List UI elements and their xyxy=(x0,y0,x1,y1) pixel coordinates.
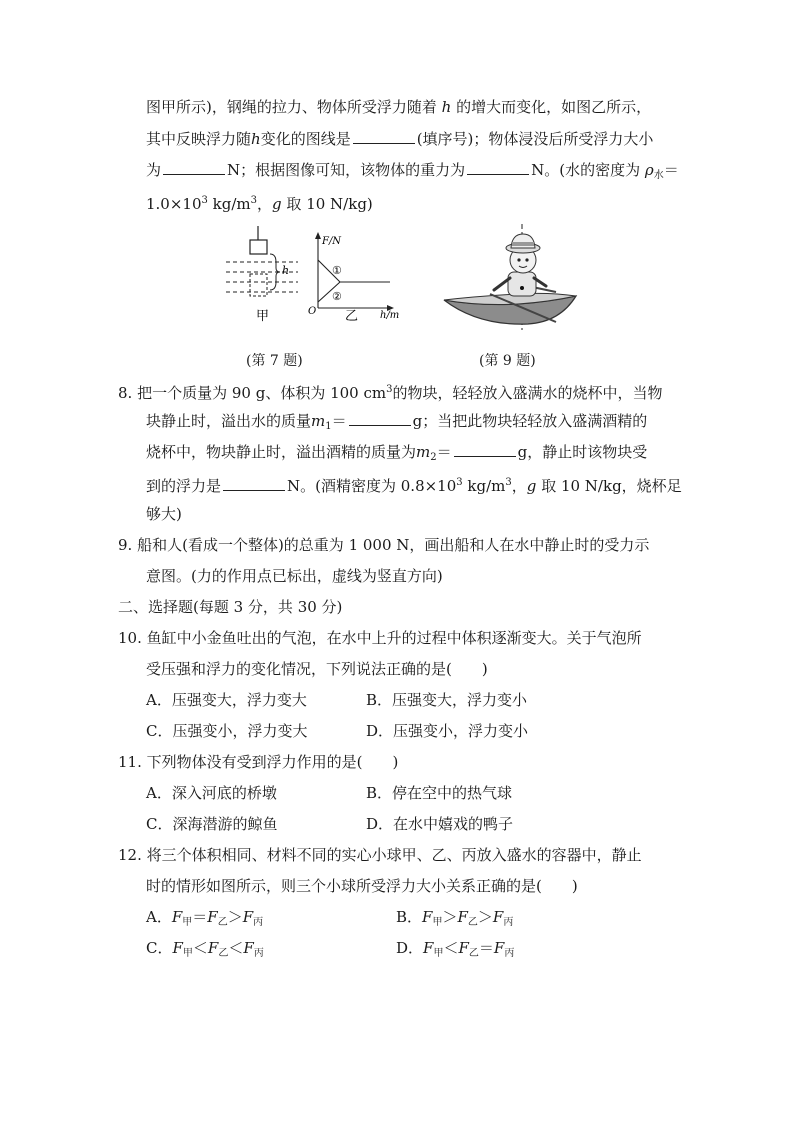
figure-7 xyxy=(218,222,408,322)
answer-blank[interactable] xyxy=(454,442,516,457)
figure-7-caption: (第 7 题) xyxy=(246,353,303,369)
q10-option-d[interactable]: D．压强变小，浮力变小 xyxy=(366,722,529,740)
q8-text: g，静止时该物块受 xyxy=(517,443,648,461)
q12-option-a[interactable] xyxy=(146,907,263,933)
var-F: F xyxy=(492,908,504,926)
label-h: h xyxy=(282,264,290,277)
q8-text: N。(酒精密度为 0.8×10 xyxy=(287,477,457,495)
var-h: h xyxy=(251,130,261,148)
q12-option-b[interactable] xyxy=(396,907,513,933)
var-g: g xyxy=(526,477,537,495)
subscript: 乙 xyxy=(217,917,228,928)
var-F: F xyxy=(242,908,254,926)
operator: ＜ xyxy=(192,939,208,957)
answer-blank[interactable] xyxy=(353,129,415,144)
operator: ＞ xyxy=(442,908,458,926)
subscript: 丙 xyxy=(253,948,264,959)
var-g: g xyxy=(272,195,282,213)
q10-option-b[interactable]: B．压强变大，浮力变小 xyxy=(366,691,528,709)
superscript: 3 xyxy=(250,195,258,206)
q8-text: ＝ xyxy=(331,412,347,430)
q7-line4 xyxy=(146,191,373,214)
q7-text: N。(水的密度为 xyxy=(531,161,641,179)
var-F: F xyxy=(207,939,219,957)
q9-text: 船和人(看成一个整体)的总重为 1 000 N，画出船和人在水中静止时的受力示 xyxy=(137,536,650,554)
superscript: 3 xyxy=(456,477,463,488)
q12-option-c[interactable] xyxy=(146,938,264,964)
line-2-label: ② xyxy=(332,290,342,303)
q10-line2: 受压强和浮力的变化情况，下列说法正确的是( ) xyxy=(146,660,488,678)
var-F: F xyxy=(207,908,218,926)
q7-line2 xyxy=(146,129,653,149)
q8-line1 xyxy=(118,380,663,403)
q12-option-d[interactable] xyxy=(396,938,514,964)
subscript: 甲 xyxy=(432,917,443,928)
operator: ＜ xyxy=(228,939,244,957)
q11-option-a[interactable]: A．深入河底的桥墩 xyxy=(146,784,277,802)
q7-line1 xyxy=(146,97,651,117)
q10-text: 鱼缸中小金鱼吐出的气泡，在水中上升的过程中体积逐渐变大。关于气泡所 xyxy=(146,629,642,647)
answer-blank[interactable] xyxy=(467,160,529,175)
q10-option-a[interactable]: A．压强变大，浮力变大 xyxy=(146,691,307,709)
var-F: F xyxy=(171,908,183,926)
q11-option-c[interactable]: C．深海潜游的鲸鱼 xyxy=(146,815,278,833)
q8-line5: 够大) xyxy=(146,505,182,523)
question-number: 11. xyxy=(118,753,142,771)
question-number: 12. xyxy=(118,846,142,864)
subscript: 乙 xyxy=(468,948,479,959)
label-yi: 乙 xyxy=(345,309,359,322)
q11-option-d[interactable]: D．在水中嬉戏的鸭子 xyxy=(366,815,514,833)
question-number: 9. xyxy=(118,536,133,554)
option-label: C． xyxy=(146,939,173,957)
section-heading: 二、选择题(每题 3 分，共 30 分) xyxy=(118,598,343,616)
var-F: F xyxy=(172,939,183,957)
q12-line2: 时的情形如图所示，则三个小球所受浮力大小关系正确的是( ) xyxy=(146,877,578,895)
q7-text: (填序号)；物体浸没后所受浮力大小 xyxy=(416,130,654,148)
var-h: h xyxy=(441,98,452,116)
var-F: F xyxy=(422,908,433,926)
q8-text: kg/m xyxy=(462,477,506,495)
q7-text: ， xyxy=(257,195,273,213)
q9-line1 xyxy=(118,535,649,555)
option-label: D． xyxy=(396,939,424,957)
q7-text: kg/m xyxy=(207,195,251,213)
operator: ＜ xyxy=(443,939,459,957)
q8-text: ， xyxy=(511,477,527,495)
label-jia: 甲 xyxy=(256,309,270,322)
option-label: A． xyxy=(146,908,172,926)
subscript: 1 xyxy=(325,421,332,432)
origin-label: O xyxy=(308,306,317,317)
option-label: B． xyxy=(396,908,423,926)
q7-text: 变化的图线是 xyxy=(260,130,351,148)
subscript: 2 xyxy=(430,452,437,463)
var-m: m xyxy=(416,443,431,461)
var-F: F xyxy=(243,939,254,957)
answer-blank[interactable] xyxy=(349,411,411,426)
superscript: 3 xyxy=(201,195,208,206)
operator: ＞ xyxy=(227,908,243,926)
q8-text: ＝ xyxy=(436,443,452,461)
q7-text: 的增大而变化，如图乙所示， xyxy=(456,98,652,116)
figure-9 xyxy=(438,222,588,332)
superscript: 3 xyxy=(386,384,393,395)
figure-7-jia-diagram xyxy=(226,226,298,296)
q8-text: 块静止时，溢出水的质量 xyxy=(146,412,312,430)
q8-text: g；当把此物块轻轻放入盛满酒精的 xyxy=(412,412,648,430)
q12-text: 将三个体积相同、材料不同的实心小球甲、乙、丙放入盛水的容器中，静止 xyxy=(146,846,642,864)
q7-text: 1.0×10 xyxy=(146,195,202,213)
subscript: 丙 xyxy=(503,917,514,928)
operator: ＞ xyxy=(477,908,493,926)
q8-line4 xyxy=(146,473,682,496)
question-number: 10. xyxy=(118,629,142,647)
q7-text: 图甲所示)，钢绳的拉力、物体所受浮力随着 xyxy=(146,98,437,116)
q12-line1 xyxy=(118,845,642,865)
q8-text: 烧杯中，物块静止时，溢出酒精的质量为 xyxy=(146,443,417,461)
operator: ＝ xyxy=(478,939,494,957)
subscript: 乙 xyxy=(467,917,478,928)
subscript: 丙 xyxy=(253,917,264,928)
boat-person-illustration xyxy=(444,224,576,330)
subscript: 甲 xyxy=(182,917,193,928)
q7-text: 为 xyxy=(146,161,162,179)
axis-y-label: F/N xyxy=(322,236,342,247)
superscript: 3 xyxy=(505,477,512,488)
q8-line3 xyxy=(146,442,647,468)
var-F: F xyxy=(458,939,469,957)
q7-text: 取 10 N/kg) xyxy=(286,195,373,213)
var-F: F xyxy=(493,939,505,957)
q7-line3 xyxy=(146,160,679,186)
q7-text: ＝ xyxy=(663,161,679,179)
answer-blank[interactable] xyxy=(223,476,285,491)
subscript: 甲 xyxy=(182,948,193,959)
q7-text: N；根据图像可知，该物体的重力为 xyxy=(227,161,466,179)
q11-line1 xyxy=(118,752,398,772)
q8-text: 到的浮力是 xyxy=(146,477,222,495)
subscript: 水 xyxy=(653,170,664,181)
q7-text: 其中反映浮力随 xyxy=(146,130,252,148)
q11-text: 下列物体没有受到浮力作用的是( ) xyxy=(146,753,399,771)
var-m: m xyxy=(311,412,326,430)
operator: ＝ xyxy=(192,908,208,926)
q8-text: 把一个质量为 90 g、体积为 100 cm xyxy=(137,384,387,402)
q8-line2 xyxy=(146,411,647,437)
var-F: F xyxy=(423,939,434,957)
figure-9-caption: (第 9 题) xyxy=(479,353,536,369)
subscript: 甲 xyxy=(433,948,444,959)
q8-text: 的物块，轻轻放入盛满水的烧杯中，当物 xyxy=(392,384,663,402)
q8-text: 取 10 N/kg，烧杯足 xyxy=(541,477,682,495)
answer-blank[interactable] xyxy=(163,160,225,175)
var-F: F xyxy=(457,908,468,926)
question-number: 8. xyxy=(118,384,133,402)
var-rho: ρ xyxy=(644,161,654,179)
subscript: 丙 xyxy=(504,948,515,959)
q10-line1 xyxy=(118,628,642,648)
q10-option-c[interactable]: C．压强变小，浮力变大 xyxy=(146,722,308,740)
q9-line2: 意图。(力的作用点已标出，虚线为竖直方向) xyxy=(146,567,443,585)
axis-x-label: h/m xyxy=(380,310,400,321)
subscript: 乙 xyxy=(218,948,229,959)
q11-option-b[interactable]: B．停在空中的热气球 xyxy=(366,784,513,802)
line-1-label: ① xyxy=(332,264,342,277)
